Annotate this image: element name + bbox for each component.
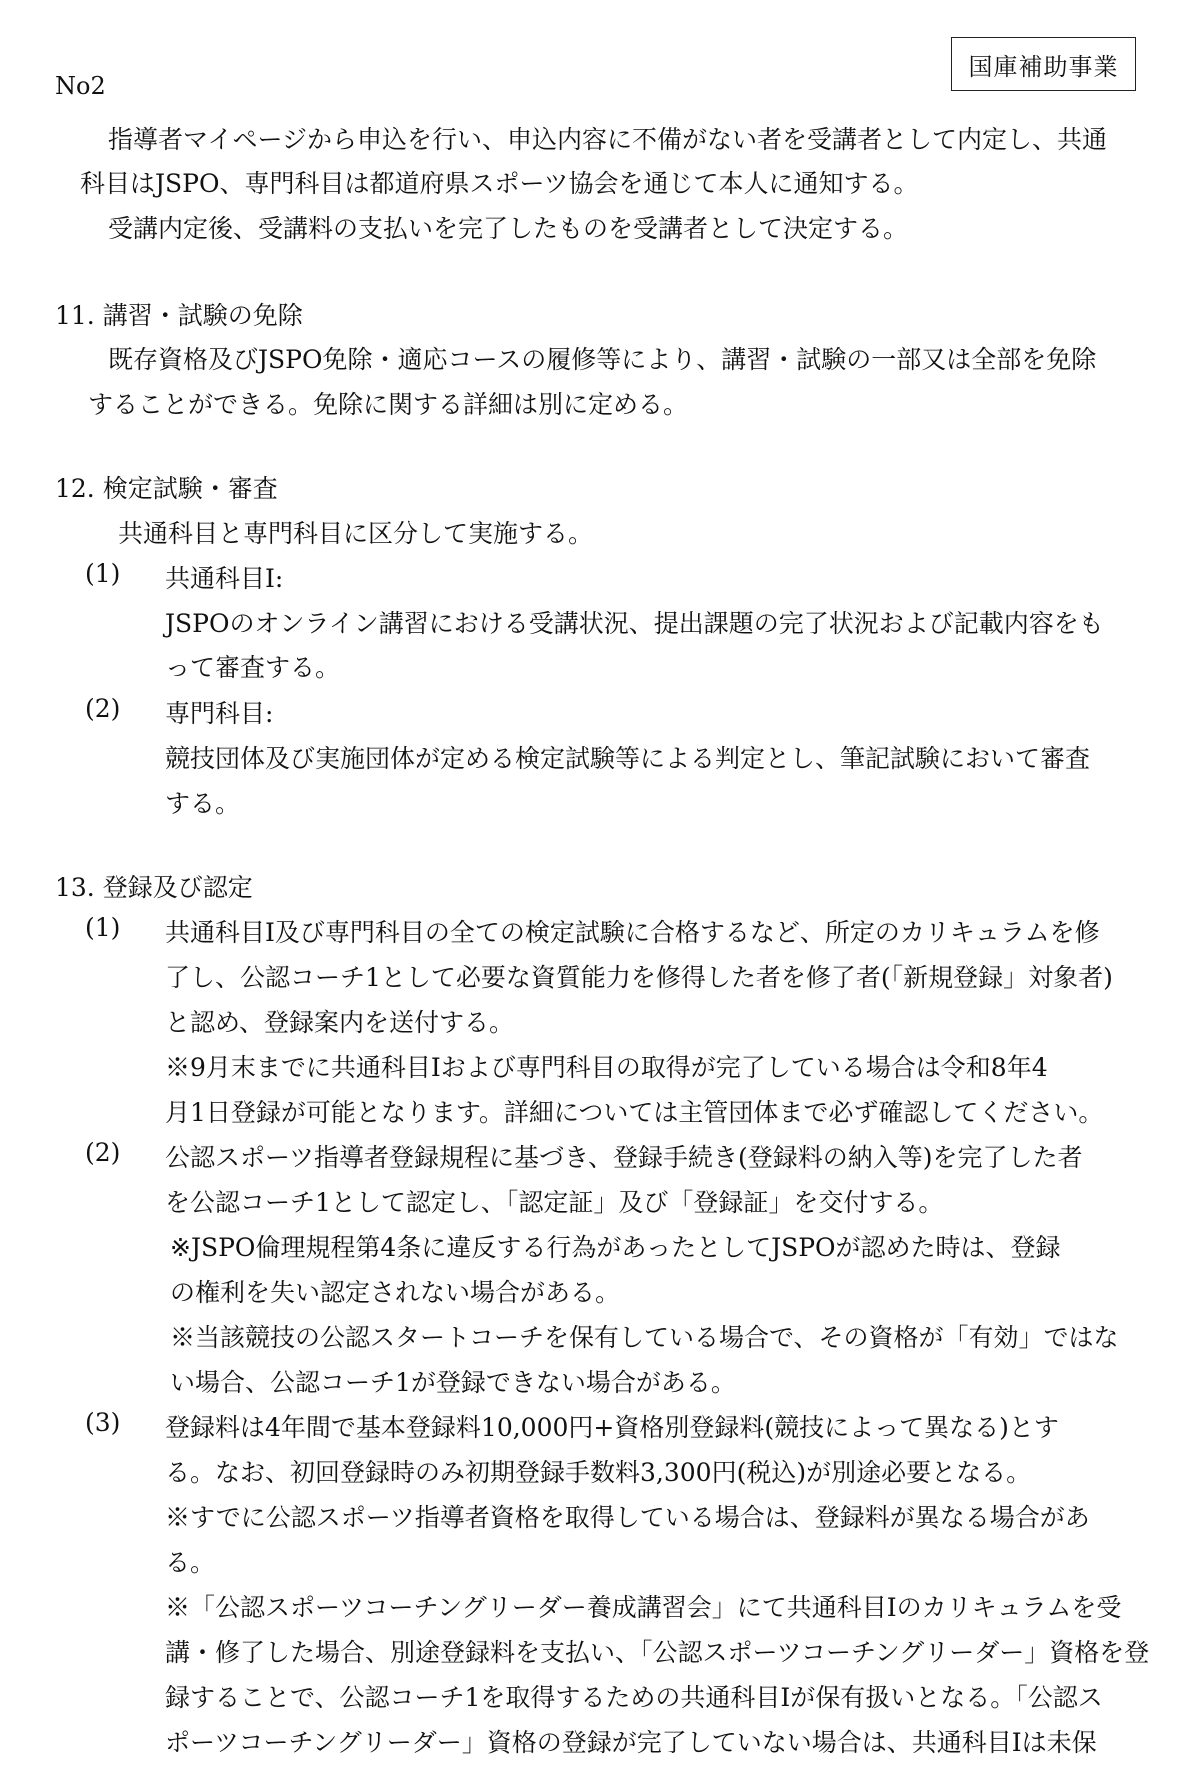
item-text: 共通科目Ⅰ及び専門科目の全ての検定試験に合格するなど、所定のカリキュラムを修 <box>165 918 1100 947</box>
subsidy-badge <box>951 37 1136 91</box>
section-12-lead: 共通科目と専門科目に区分して実施する。 <box>118 519 594 548</box>
item-text: 登録料は4年間で基本登録料10,000円+資格別登録料(競技によって異なる)とす <box>165 1413 1059 1442</box>
item-text: を公認コーチ1として認定し、「認定証」及び「登録証」を交付する。 <box>165 1188 944 1217</box>
item-text: る。なお、初回登録時のみ初期登録手数料3,300円(税込)が別途必要となる。 <box>165 1458 1032 1487</box>
item-note: 録することで、公認コーチ1を取得するための共通科目Ⅰが保有扱いとなる。「公認ス <box>165 1683 1103 1712</box>
intro-line: 受講内定後、受講料の支払いを完了したものを受講者として決定する。 <box>108 214 909 243</box>
section-12-title: 12. 検定試験・審査 <box>55 474 278 503</box>
item-note: ※すでに公認スポーツ指導者資格を取得している場合は、登録料が異なる場合があ <box>165 1503 1090 1532</box>
item-note: ※「公認スポーツコーチングリーダー養成講習会」にて共通科目Ⅰのカリキュラムを受 <box>165 1593 1122 1622</box>
item-note: る。 <box>165 1548 216 1577</box>
item-note: い場合、公認コーチ1が登録できない場合がある。 <box>170 1368 736 1397</box>
item-text: 了し、公認コーチ1として必要な資質能力を修得した者を修了者(「新規登録」対象者) <box>165 963 1113 992</box>
section-13-title: 13. 登録及び認定 <box>55 873 253 902</box>
item-number: (1) <box>85 559 121 588</box>
item-note: ※当該競技の公認スタートコーチを保有している場合で、その資格が「有効」ではな <box>170 1323 1119 1352</box>
section-11-text: 既存資格及びJSPO免除・適応コースの履修等により、講習・試験の一部又は全部を免除 <box>108 345 1097 374</box>
item-note: ※9月末までに共通科目Ⅰおよび専門科目の取得が完了している場合は令和8年4 <box>165 1053 1048 1082</box>
item-text: 競技団体及び実施団体が定める検定試験等による判定とし、筆記試験において審査 <box>165 744 1091 773</box>
item-number: (1) <box>85 913 121 942</box>
item-text: JSPOのオンライン講習における受講状況、提出課題の完了状況および記載内容をも <box>165 609 1104 638</box>
item-number: (3) <box>85 1408 121 1437</box>
item-text: 公認スポーツ指導者登録規程に基づき、登録手続き(登録料の納入等)を完了した者 <box>165 1143 1083 1172</box>
item-text: と認め、登録案内を送付する。 <box>165 1008 515 1037</box>
item-note: 月1日登録が可能となります。詳細については主管団体まで必ず確認してください。 <box>165 1098 1104 1127</box>
item-number: (2) <box>85 1138 121 1167</box>
item-note: 講・修了した場合、別途登録料を支払い、「公認スポーツコーチングリーダー」資格を登 <box>165 1638 1150 1667</box>
page-number: No2 <box>55 72 106 100</box>
item-label: 専門科目: <box>165 699 274 728</box>
item-label: 共通科目Ⅰ: <box>165 564 284 593</box>
section-11-title: 11. 講習・試験の免除 <box>55 301 303 330</box>
item-note: の権利を失い認定されない場合がある。 <box>170 1278 621 1307</box>
item-text: する。 <box>165 789 241 818</box>
intro-line: 科目はJSPO、専門科目は都道府県スポーツ協会を通じて本人に通知する。 <box>80 169 919 198</box>
intro-line: 指導者マイページから申込を行い、申込内容に不備がない者を受講者として内定し、共通 <box>108 125 1108 154</box>
item-number: (2) <box>85 694 121 723</box>
item-note: ※JSPO倫理規程第4条に違反する行為があったとしてJSPOが認めた時は、登録 <box>170 1233 1061 1262</box>
subsidy-badge-text: 国庫補助事業 <box>968 52 1119 81</box>
item-note: ポーツコーチングリーダー」資格の登録が完了していない場合は、共通科目Ⅰは未保 <box>165 1728 1097 1757</box>
item-text: って審査する。 <box>165 653 341 682</box>
section-11-text: することができる。免除に関する詳細は別に定める。 <box>88 390 689 419</box>
